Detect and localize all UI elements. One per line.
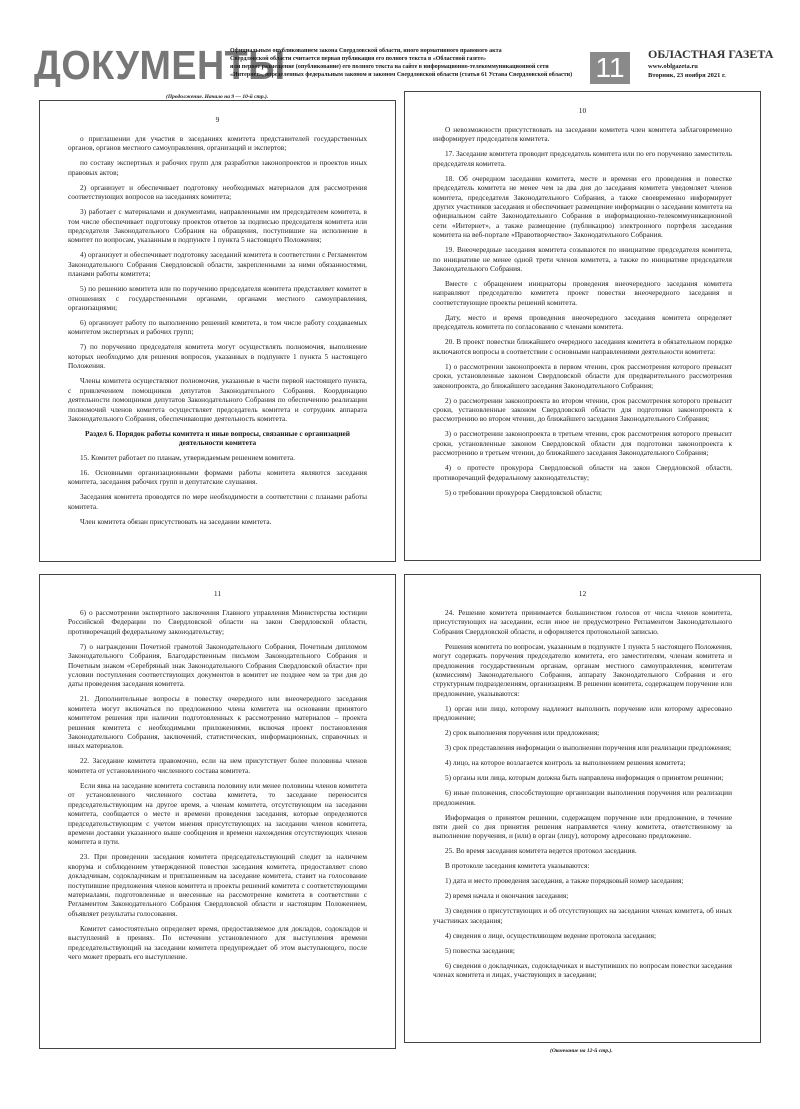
- page-number-label: 10: [578, 106, 587, 115]
- paragraph: Комитет самостоятельно определяет время, предоставляемое для докладов, содокладов и выступлений в прениях. По истечении установленного для выступления времени председательствующий на заседании комитета предупреждает об этом выступающего, после чего может прервать его выступление.: [68, 923, 367, 961]
- paragraph: 4) сведения о лице, осуществляющем ведение протокола заседания;: [445, 930, 657, 940]
- paragraph: Вместе с обращением инициаторы проведения внеочередного заседания комитета направляют председателю комитета проект повестки внеочередного заседания и соответствующие проекты решений комитета.: [433, 279, 732, 307]
- paragraph: 2) организует и обеспечивает подготовку необходимых материалов для рассмотрения соответствующих вопросов на заседаниях комитета;: [68, 182, 367, 202]
- paragraph: 4) о протесте прокурора Свердловской области на закон Свердловской области, противоречащий федеральному законодательству;: [433, 463, 732, 482]
- paragraph: 2) время начала и окончания заседания;: [445, 891, 569, 901]
- page-number-label: 12: [578, 589, 587, 598]
- continued-on-note: (Окончание на 12-й стр.).: [550, 1048, 613, 1054]
- paragraph: Заседания комитета проводятся по мере необходимости в соответствии с планами работы комитета.: [68, 492, 367, 511]
- paper-site-link[interactable]: www.oblgazeta.ru: [648, 63, 698, 70]
- paragraph: 5) повестка заседания;: [445, 945, 515, 955]
- paragraph: 19. Внеочередные заседания комитета созываются по инициативе председателя комитета, по инициативе не менее одной трети членов комитета, а также по инициативе председателя Законодательного Собрания.: [433, 245, 732, 274]
- notice-line: «Интернет», определенных федеральным законом и законом Свердловской области (статья 61 Устава Свердловской области): [230, 72, 573, 78]
- paragraph: 1) орган или лицо, которому надлежит выполнить поручение или которому адресовано предложение;: [433, 703, 732, 723]
- paragraph: Информация о принятом решении, содержащем поручение или предложение, в течение пяти дней со дня принятия решения направляется члену комитета, ответственному за выполнение поручения, и (или) в орган (лицу), которому адресовано предложение.: [433, 812, 732, 841]
- notice-line: Свердловской области считается первая публикация его полного текста в «Областной газете»: [230, 56, 487, 62]
- paragraph: 2) срок выполнения поручения или предложения;: [445, 728, 600, 738]
- paragraph: 15. Комитет работает по планам, утверждаемым решением комитета.: [80, 452, 295, 462]
- paragraph: 7) по поручению председателя комитета могут осуществлять полномочия, выполнение которых необходимо для решения вопросов, указанных в подпункте 1 пункта 5 настоящего Положения.: [68, 342, 367, 371]
- continued-from-note: (Продолжение. Начало на 9 — 10-й стр.).: [166, 94, 269, 100]
- paragraph: 24. Решение комитета принимается большинством голосов от числа членов комитета, присутствующих на заседании, если иное не предусмотрено Регламентом Законодательного Собрания Свердловской области, и оформляется протокольной записью.: [433, 608, 732, 636]
- paragraph: о приглашении для участия в заседаниях комитета представителей государственных органов, органов местного самоуправления, организаций и экспертов;: [68, 134, 367, 153]
- paragraph: 2) о рассмотрении законопроекта во втором чтении, срок рассмотрения которого превысит сроки, установленные законом Свердловской области для подготовки законопроекта к рассмотрению во втором чтении, до ближайшего заседания Законодательного Собрания;: [433, 395, 732, 424]
- paragraph: 3) срок представления информации о выполнении поручения или реализации предложения;: [445, 743, 732, 753]
- masthead: [648, 47, 788, 80]
- paragraph: 4) лицо, на которое возлагается контроль за выполнением решения комитета;: [445, 758, 686, 768]
- page-number: 11: [590, 52, 630, 84]
- paragraph: 25. Во время заседания комитета ведется протокол заседания.: [445, 846, 637, 856]
- page-header: [34, 42, 784, 88]
- paragraph: Дату, место и время проведения внеочередного заседания комитета определяет председатель комитета по согласованию с членами комитета.: [433, 312, 732, 332]
- paragraph: О невозможности присутствовать на заседании комитета член комитета заблаговременно информирует председателя комитета.: [433, 125, 732, 144]
- document-page-11: [39, 574, 396, 1049]
- paragraph: по составу экспертных и рабочих групп для разработки законопроектов и проектов иных правовых актов;: [68, 158, 367, 177]
- paragraph: 22. Заседание комитета правомочно, если на нем присутствует более половины членов комитета от установленного численного состава комитета.: [68, 756, 367, 775]
- notice-line: или первое размещение (опубликование) его полного текста на сайте в информационно-телекоммуникационной сети: [230, 64, 549, 70]
- document-page-10: [404, 91, 761, 561]
- document-page-9: [39, 100, 396, 562]
- paragraph: Член комитета обязан присутствовать на заседании комитета.: [80, 516, 272, 526]
- paragraph: 5) о требовании прокурора Свердловской области;: [445, 487, 603, 497]
- paragraph: 3) о рассмотрении законопроекта в третьем чтении, срок рассмотрения которого превысит сроки, установленные законом Свердловской области для подготовки законопроекта к рассмотрению в третьем чтении, до ближайшего заседания Законодательного Собрания;: [433, 429, 732, 458]
- publication-notice: [230, 47, 590, 79]
- document-page-12: [404, 574, 761, 1043]
- paragraph: 4) организует и обеспечивает подготовку заседаний комитета в соответствии с Регламентом Законодательного Собрания Свердловской области, закрепленными за ними обязанностями, планами работы комитета;: [68, 250, 367, 279]
- notice-line: Официальным опубликованием закона Свердловской области, иного нормативного правового акта: [230, 48, 502, 54]
- paragraph: 7) о награждении Почетной грамотой Законодательного Собрания, Почетным дипломом Законодательного Собрания, Благодарственным письмом Законодательного Собрания и Почетным знаком «Серебряный знак Законодательного Собрания Свердловской области» при условии поступления соответствующих документов в комитет не позднее чем за три дня до даты проведения заседания комитета.: [68, 641, 367, 689]
- page-number-label: 11: [213, 589, 222, 598]
- paragraph: 5) органы или лица, которым должна быть направлена информация о принятом решении;: [445, 773, 724, 783]
- paragraph: Если явка на заседание комитета составила половину или менее половины членов комитета от установленного численного состава комитета, то заседание переносится председательствующим на другое время, а членам комитета, отсутствующим на заседании комитета, сообщается о месте и времени проведения заседания, которые определяются председательствующим с учетом мнения присутствующих на заседании членов комитета, времени доставки указанного выше сообщения и времени нахождения отсутствующих членов комитета в пути.: [68, 780, 367, 847]
- paragraph: 6) о рассмотрении экспертного заключения Главного управления Министерства юстиции Российской Федерации по Свердловской области на закон Свердловской области, противоречащий федеральному законодательству;: [68, 608, 367, 636]
- paragraph: 1) о рассмотрении законопроекта в первом чтении, срок рассмотрения которого превысит сроки, установленные законом Свердловской области для предварительного рассмотрения законопроекта, до ближайшего заседания Законодательного Собрания;: [433, 361, 732, 390]
- issue-date: Вторник, 23 ноября 2021 г.: [648, 72, 726, 79]
- paragraph: 21. Дополнительные вопросы в повестку очередного или внеочередного заседания комитета могут включаться по предложению члена комитета на основании принятого комитетом решения при наличии подготовленных к рассмотрению материалов – проекта решения комитета с необходимыми приложениями, включая проект постановления Законодательного Собрания, заключений, статистических, информационных, справочных и иных материалов.: [68, 694, 367, 751]
- paragraph: 1) дата и место проведения заседания, а также порядковый номер заседания;: [445, 876, 684, 886]
- paragraph: 17. Заседание комитета проводит председатель комитета или по его поручению заместитель председателя комитета.: [433, 149, 732, 168]
- paragraph: 20. В проект повестки ближайшего очередного заседания комитета в обязательном порядке включаются вопросы в соответствии с основными направлениями деятельности комитета:: [433, 337, 732, 356]
- paragraph: 6) организует работу по выполнению решений комитета, в том числе работу создаваемых комитетом экспертных и рабочих групп;: [68, 318, 367, 337]
- paragraph: В протоколе заседания комитета указываются:: [445, 861, 590, 871]
- section-title: ДОКУМЕНТЫ: [34, 42, 286, 88]
- paragraph: 18. Об очередном заседании комитета, месте и времени его проведения и повестке председатель комитета не менее чем за два дня до заседания комитета уведомляет членов комитета, председателя Законодательного Собрания, а также своевременно информирует других участников заседания и обеспечивает размещение информации о заседании комитета на официальном сайте Законодательного Собрания в информационно-телекоммуникационной сети «Интернет», а также размещение (публикацию) электронного портфеля заседания комитета на веб-портале «Правотворчество» Законодательного Собрания.: [433, 173, 732, 240]
- paragraph: Решения комитета по вопросам, указанным в подпункте 1 пункта 5 настоящего Положения, могут содержать поручения председателю комитета, его заместителям, членам комитета и предложения государственным органам, органам местного самоуправления, комитетам (комиссиям) Законодательного Собрания, аппарату Законодательного Собрания и его структурным подразделениям, организациям. В решении комитета, содержащем поручение или предложение, указываются:: [433, 641, 732, 698]
- paragraph: Члены комитета осуществляют полномочия, указанные в части первой настоящего пункта, с привлечением помощников депутатов Законодательного Собрания. Координацию деятельности помощников депутатов Законодательного Собрания по обеспечению реализации полномочий членов комитета осуществляет председатель комитета и сотрудник аппарата Законодательного Собрания, обеспечивающие деятельность комитета.: [68, 376, 367, 423]
- paper-name: ОБЛАСТНАЯ ГАЗЕТА: [648, 47, 774, 61]
- paragraph: 5) по решению комитета или по поручению председателя комитета представляет комитет в отношениях с государственными органами, органами местного самоуправления, организациями;: [68, 284, 367, 313]
- section-heading: Раздел 6. Порядок работы комитета и иные вопросы, связанные с организацией деятельности комитета: [84, 428, 350, 448]
- paragraph: 3) сведения о присутствующих и об отсутствующих на заседании членах комитета, об иных участниках заседания;: [433, 906, 732, 925]
- paragraph: 16. Основными организационными формами работы комитета являются заседания комитета, заседания рабочих групп и депутатские слушания.: [68, 467, 367, 487]
- paragraph: 6) сведения о докладчиках, содокладчиках и выступивших по вопросам повестки заседания членах комитета и лицах, участвующих в заседании;: [433, 960, 732, 980]
- paragraph: 6) иные положения, способствующие организации выполнения поручения или реализации предложения.: [433, 788, 732, 807]
- paragraph: 3) работает с материалами и документами, направленными им председателем комитета, в том числе обеспечивает подготовку проектов ответов за подписью председателя комитета или председателя Законодательного Собрания на обращения, поступившие на исполнение в комитет по вопросам, указанным в подпункте 1 пункта 5 настоящего Положения;: [68, 207, 367, 245]
- paragraph: 23. При проведении заседания комитета председательствующий следит за наличием кворума и соблюдением утвержденной повестки заседания комитета, предоставляет слово докладчикам, содокладчикам и приглашенным на заседание комитета, ставит на голосование поступившие предложения членов комитета и проекты решений комитета с соответствующими материалами, подготовленные и внесенные на рассмотрение комитета в соответствии с Регламентом Законодательного Собрания Свердловской области и настоящим Положением, объявляет результаты голосования.: [68, 852, 367, 918]
- page-number-label: 9: [215, 115, 220, 124]
